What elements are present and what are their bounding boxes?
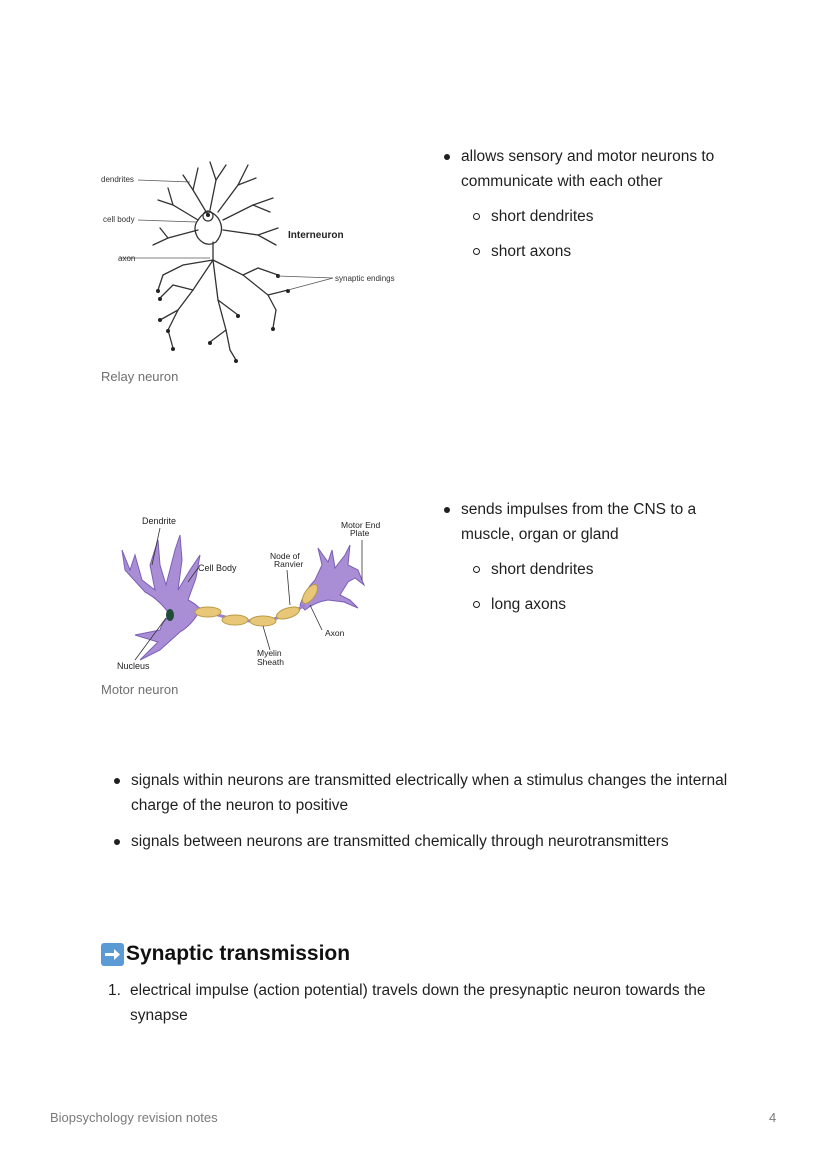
bullet-icon xyxy=(473,213,480,220)
relay-label-name: Interneuron xyxy=(288,230,344,241)
motor-label-myelin-1: Myelin xyxy=(257,648,282,658)
bullet-icon xyxy=(444,507,450,513)
motor-label-cell-body: Cell Body xyxy=(198,563,237,573)
relay-label-axon: axon xyxy=(118,254,136,263)
motor-neuron-diagram xyxy=(100,510,400,680)
motor-label-node-1: Node of xyxy=(270,551,300,561)
relay-caption: Relay neuron xyxy=(101,369,179,384)
list-item: signals within neurons are transmitted electrically when a stimulus changes the internal charge of the neuron to positive xyxy=(111,768,731,818)
relay-label-synaptic: synaptic endings xyxy=(335,274,395,283)
motor-label-end-2: Plate xyxy=(350,528,370,538)
list-item: allows sensory and motor neurons to communicate with each other xyxy=(441,144,741,194)
motor-label-myelin-2: Sheath xyxy=(257,657,284,667)
bullet-icon xyxy=(114,839,120,845)
relay-label-cell-body: cell body xyxy=(103,215,135,224)
footer-title: Biopsychology revision notes xyxy=(50,1110,218,1125)
signals-list xyxy=(111,768,731,854)
list-item: short dendrites xyxy=(441,557,741,582)
motor-label-nucleus: Nucleus xyxy=(117,661,150,671)
list-item: short dendrites xyxy=(441,204,741,229)
bullet-icon xyxy=(444,154,450,160)
motor-label-node-2: Ranvier xyxy=(274,559,304,569)
relay-bullets xyxy=(441,144,741,264)
motor-caption: Motor neuron xyxy=(101,682,179,697)
relay-neuron-diagram xyxy=(98,150,408,365)
bullet-icon xyxy=(473,566,480,573)
bullet-icon xyxy=(473,601,480,608)
list-item: long axons xyxy=(441,592,741,617)
bullet-icon xyxy=(473,248,480,255)
step-number: 1. xyxy=(108,982,121,999)
page-number: 4 xyxy=(769,1110,777,1125)
bullet-icon xyxy=(114,778,120,784)
relay-label-dendrites: dendrites xyxy=(101,175,134,184)
steps-list xyxy=(108,978,733,1028)
motor-label-axon: Axon xyxy=(325,628,345,638)
motor-bullets xyxy=(441,497,741,617)
section-heading xyxy=(101,942,350,966)
motor-label-dendrite: Dendrite xyxy=(142,516,177,526)
list-item: short axons xyxy=(441,239,741,264)
section-title: Synaptic transmission xyxy=(126,942,351,965)
motor-label-end-1: Motor End xyxy=(341,520,381,530)
right-arrow-icon xyxy=(101,943,124,966)
list-item: signals between neurons are transmitted chemically through neurotransmitters xyxy=(111,829,731,854)
list-item: 1. electrical impulse (action potential) travels down the presynaptic neuron towards the synapse xyxy=(108,978,733,1028)
list-item: sends impulses from the CNS to a muscle, organ or gland xyxy=(441,497,741,547)
